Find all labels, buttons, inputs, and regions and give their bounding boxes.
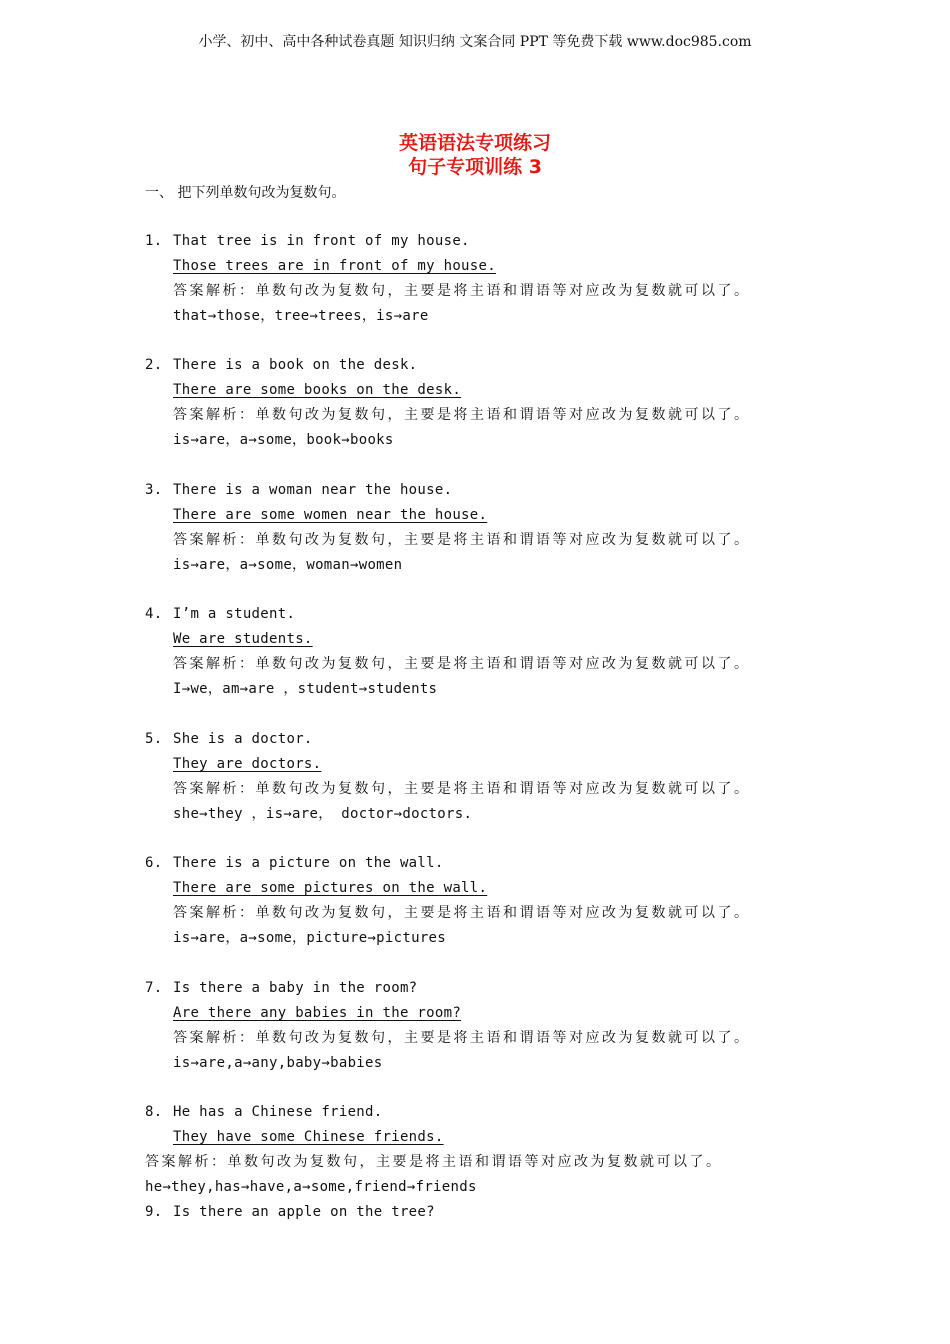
question-text: Is there a baby in the room?: [173, 980, 418, 996]
answer-line: [145, 628, 313, 650]
item-number: 6.: [145, 855, 163, 871]
answer-line: [145, 1126, 444, 1148]
item-number: 4.: [145, 606, 163, 622]
question-line: [145, 354, 417, 376]
changes-text: that→those，tree→trees，is→are: [173, 308, 429, 324]
answer-line: [145, 877, 487, 899]
item-number: 9.: [145, 1204, 163, 1220]
page-header: 小学、初中、高中各种试卷真题 知识归纳 文案合同 PPT 等免费下载 www.doc985.com: [198, 34, 752, 50]
doc-subtitle: 句子专项训练 3: [408, 156, 542, 178]
doc-title: 英语语法专项练习: [398, 132, 551, 154]
question-text: She is a doctor.: [173, 731, 313, 747]
changes-text: she→they ，is→are， doctor→doctors.: [173, 806, 473, 822]
answer-text: They have some Chinese friends.: [173, 1129, 444, 1145]
answer-text: Are there any babies in the room?: [173, 1005, 462, 1021]
answer-line: [145, 255, 496, 277]
question-text: Is there an apple on the tree?: [173, 1204, 435, 1220]
question-line: [145, 479, 452, 501]
question-line: [145, 1201, 435, 1223]
item-number: 2.: [145, 357, 163, 373]
answer-text: There are some pictures on the wall.: [173, 880, 488, 896]
item-number: 8.: [145, 1104, 163, 1120]
question-text: There is a woman near the house.: [173, 482, 453, 498]
answer-line: [145, 504, 487, 526]
analysis-text: 答案解析：单数句改为复数句，主要是将主语和谓语等对应改为复数就可以了。: [173, 656, 751, 672]
item-number: 1.: [145, 233, 163, 249]
analysis-text: 答案解析：单数句改为复数句，主要是将主语和谓语等对应改为复数就可以了。: [173, 407, 751, 423]
analysis-text: 答案解析：单数句改为复数句，主要是将主语和谓语等对应改为复数就可以了。: [145, 1154, 723, 1170]
answer-line: [145, 379, 461, 401]
analysis-text: 答案解析：单数句改为复数句，主要是将主语和谓语等对应改为复数就可以了。: [173, 781, 751, 797]
question-line: [145, 1101, 383, 1123]
changes-text: he→they,has→have,a→some,friend→friends: [145, 1179, 477, 1195]
question-line: [145, 977, 417, 999]
answer-text: There are some women near the house.: [173, 507, 488, 523]
analysis-text: 答案解析：单数句改为复数句，主要是将主语和谓语等对应改为复数就可以了。: [173, 283, 751, 299]
item-number: 3.: [145, 482, 163, 498]
question-text: That tree is in front of my house.: [173, 233, 470, 249]
answer-text: We are students.: [173, 631, 313, 647]
analysis-text: 答案解析：单数句改为复数句，主要是将主语和谓语等对应改为复数就可以了。: [173, 532, 751, 548]
changes-text: is→are,a→any,baby→babies: [173, 1055, 383, 1071]
analysis-text: 答案解析：单数句改为复数句，主要是将主语和谓语等对应改为复数就可以了。: [173, 1030, 751, 1046]
answer-text: Those trees are in front of my house.: [173, 258, 496, 274]
answer-line: [145, 753, 321, 775]
answer-line: [145, 1002, 461, 1024]
changes-text: is→are，a→some，woman→women: [173, 557, 403, 573]
item-number: 5.: [145, 731, 163, 747]
changes-text: is→are，a→some，picture→pictures: [173, 930, 447, 946]
analysis-text: 答案解析：单数句改为复数句，主要是将主语和谓语等对应改为复数就可以了。: [173, 905, 751, 921]
question-line: [145, 230, 470, 252]
changes-text: is→are，a→some，book→books: [173, 432, 394, 448]
question-line: [145, 603, 295, 625]
question-text: I’m a student.: [173, 606, 296, 622]
question-line: [145, 728, 313, 750]
question-text: There is a picture on the wall.: [173, 855, 444, 871]
question-line: [145, 852, 444, 874]
section-heading: 一、 把下列单数句改为复数句。: [145, 185, 346, 201]
answer-text: There are some books on the desk.: [173, 382, 462, 398]
changes-text: I→we，am→are ，student→students: [173, 681, 438, 697]
question-text: He has a Chinese friend.: [173, 1104, 383, 1120]
answer-text: They are doctors.: [173, 756, 322, 772]
item-number: 7.: [145, 980, 163, 996]
question-text: There is a book on the desk.: [173, 357, 418, 373]
